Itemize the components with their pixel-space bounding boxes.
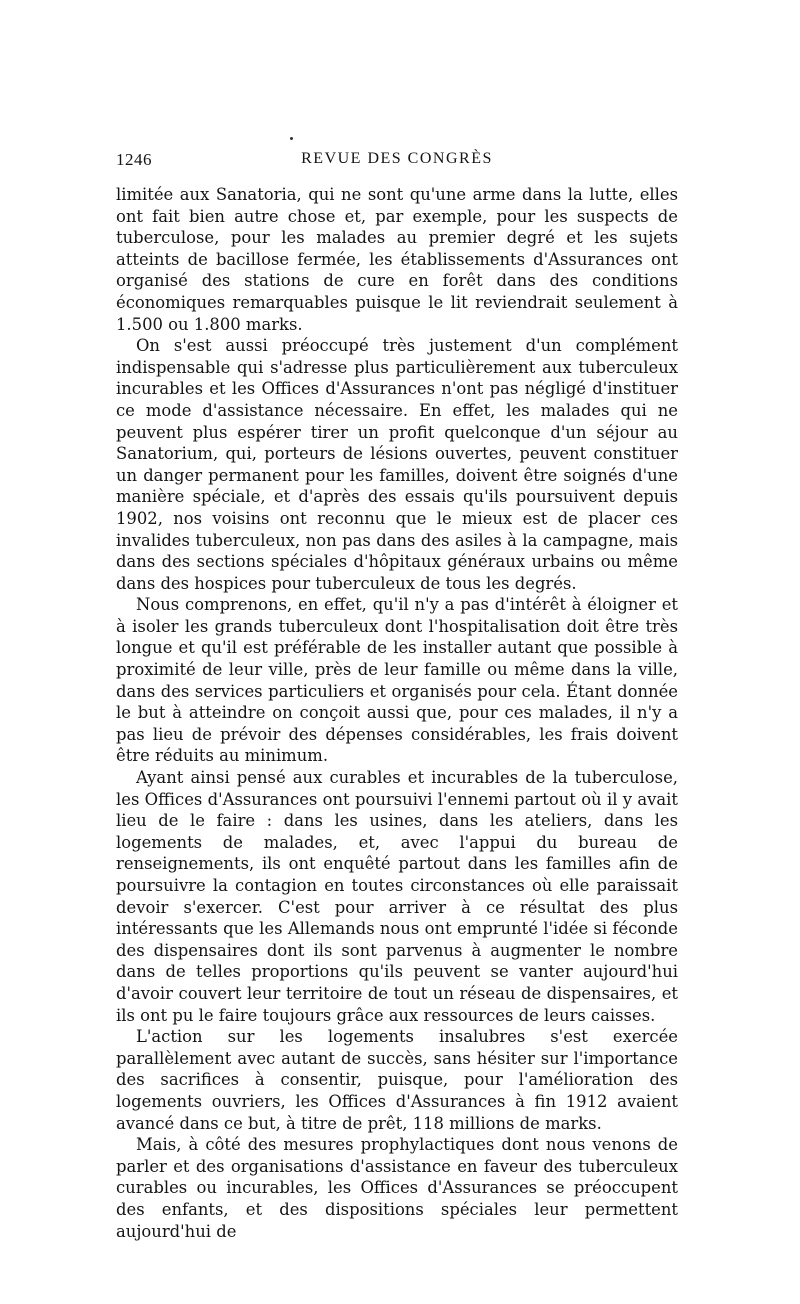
paragraph: Mais, à côté des mesures prophylactiques dont nous venons de parler et des organisations d'assistance en faveur des tuberculeux curables ou incurables, les Offices d'Assurances se préoccupent des enfants, et des dispositions spéciales leur permettent aujourd'hui de [116, 1135, 678, 1241]
page-number: 1246 [116, 150, 152, 169]
paragraph: On s'est aussi préoccupé très justement d'un complément indispensable qui s'adresse plus particulièrement aux tuberculeux incurables et les Offices d'Assurances n'ont pas négligé d'instituer ce mode d'assistance nécessaire. En effet, les malades qui ne peuvent plus espérer tirer un profit quelconque d'un séjour au Sanatorium, qui, porteurs de lésions ouvertes, peuvent constituer un danger permanent pour les familles, doivent être soignés d'une manière spéciale, et d'après des essais qu'ils poursuivent depuis 1902, nos voisins ont reconnu que le mieux est de placer ces invalides tuberculeux, non pas dans des asiles à la campagne, mais dans des sections spéciales d'hôpitaux généraux urbains ou même dans des hospices pour tuberculeux de tous les degrés. [116, 336, 678, 593]
paragraph: Nous comprenons, en effet, qu'il n'y a pas d'intérêt à éloigner et à isoler les grands tuberculeux dont l'hospitalisation doit être très longue et qu'il est préférable de les installer autant que possible à proximité de leur ville, près de leur famille ou même dans la ville, dans des services particuliers et organisés pour cela. Étant donnée le but à atteindre on conçoit aussi que, pour ces malades, il n'y a pas lieu de prévoir des dépenses considérables, les frais doivent être réduits au minimum. [116, 595, 678, 766]
printing-speck [290, 137, 293, 140]
paragraph-continuation: limitée aux Sanatoria, qui ne sont qu'une arme dans la lutte, elles ont fait bien autre chose et, par exemple, pour les suspects de tuberculose, pour les malades au premier degré et les sujets atteints de bacillose fermée, les établissements d'Assurances ont organisé des stations de cure en forêt dans des conditions économiques remarquables puisque le lit reviendrait seulement à 1.500 ou 1.800 marks. [116, 185, 678, 334]
page-header [116, 150, 678, 174]
paragraph: L'action sur les logements insalubres s'est exercée parallèlement avec autant de succès, sans hésiter sur l'importance des sacrifices à consentir, puisque, pour l'amélioration des logements ouvriers, les Offices d'Assurances à fin 1912 avaient avancé dans ce but, à titre de prêt, 118 millions de marks. [116, 1027, 678, 1133]
running-title: REVUE DES CONGRÈS [301, 150, 493, 167]
body-text [116, 184, 678, 1242]
paragraph: Ayant ainsi pensé aux curables et incurables de la tuberculose, les Offices d'Assurances ont poursuivi l'ennemi partout où il y avait lieu de le faire : dans les usines, dans les ateliers, dans les logements de malades, et, avec l'appui du bureau de renseignements, ils ont enquêté partout dans les familles afin de poursuivre la contagion en toutes circonstances où elle paraissait devoir s'exercer. C'est pour arriver à ce résultat des plus intéressants que les Allemands nous ont emprunté l'idée si féconde des dispensaires dont ils sont parvenus à augmenter le nombre dans de telles proportions qu'ils peuvent se vanter aujourd'hui d'avoir couvert leur territoire de tout un réseau de dispensaires, et ils ont pu le faire toujours grâce aux ressources de leurs caisses. [116, 768, 678, 1025]
